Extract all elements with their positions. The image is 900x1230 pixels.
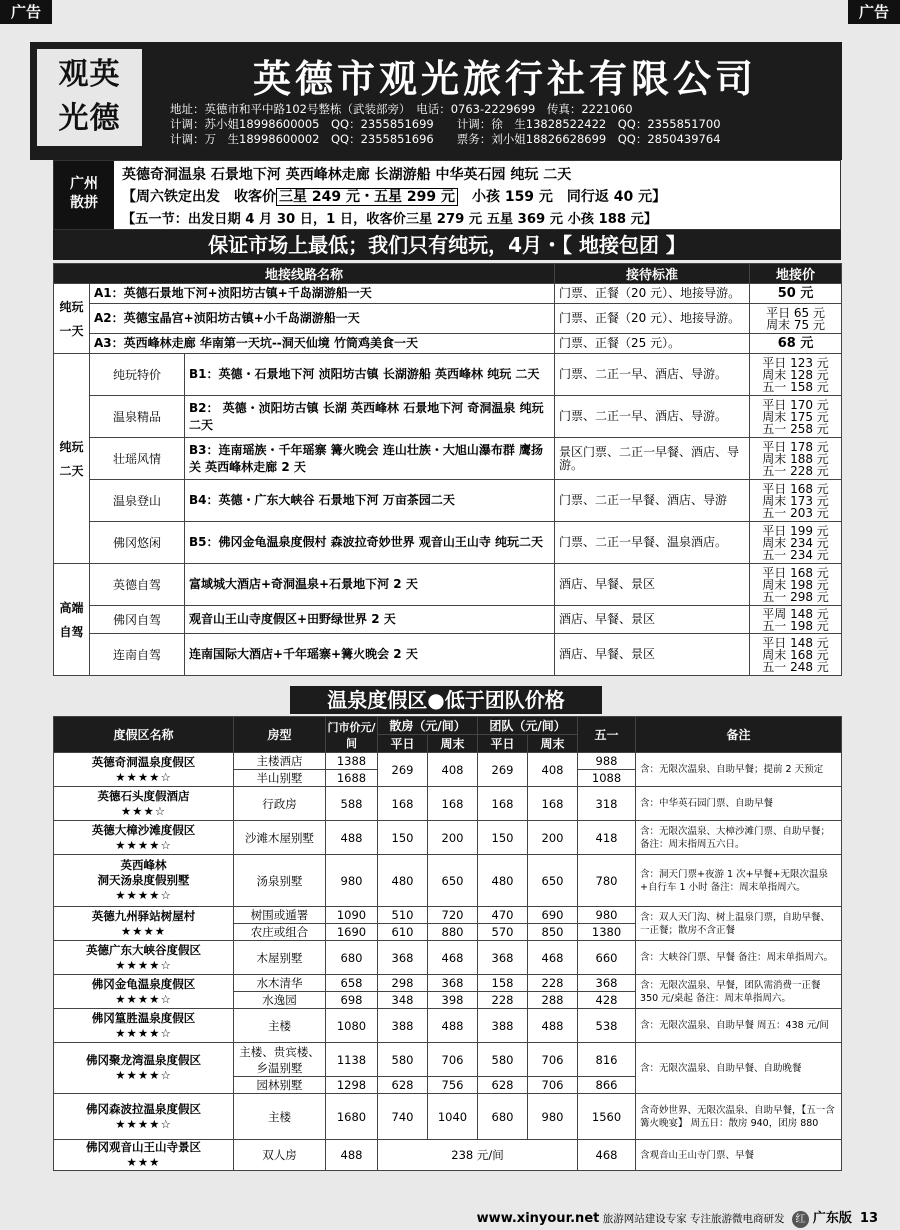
table-row: 佛冈自驾 观音山王山寺度假区+田野绿世界 2 天 酒店、早餐、景区 平周 148 元 五一 198 元 [54,606,842,634]
room-type: 主楼 [234,1094,326,1140]
resort-name: 佛冈聚龙湾温泉度假区 ★★★★☆ [54,1043,234,1094]
contact-line-2: 计调：万 生18998600002 QQ：2355851696 票务：刘小姐18826628699 QQ：2850439764 [170,132,721,146]
table-row: 佛冈篁胜温泉度假区 ★★★★☆ 主楼 1080 388 488 388 488 538 含：无限次温泉、自助早餐 周五：438 元/间 [54,1009,842,1043]
star-rating: ★★★★☆ [115,837,172,852]
resort-note: 含观音山王山寺门票、早餐 [636,1140,842,1171]
table-row: 纯玩一天 A1：英德石景地下河+浈阳坊古镇+千岛湖游船一天 门票、正餐（20 元）、地接导游。 50 元 [54,284,842,304]
company-logo: 观英 光德 [37,49,142,146]
table-row: 佛冈观音山王山寺景区 ★★★ 双人房 488 238 元/间 468 含观音山王山寺门票、早餐 [54,1140,842,1171]
resort-note: 含：无限次温泉、早餐，团队需消费一正餐 350 元/桌起 备注：周末单指周六。 [636,975,842,1009]
gz-route: 英德奇洞温泉 石景地下河 英西峰林走廊 长湖游船 中华英石园 纯玩 二天 [122,167,572,183]
star-rating: ★★★★☆ [115,1068,172,1082]
ad-label-right: 广告 [848,0,900,24]
resort-note: 含：双人天门沟、树上温泉门票，自助早餐、一正餐；散房不含正餐 [636,907,842,941]
ad-label-left: 广告 [0,0,52,24]
resort-section-title: 温泉度假区●低于团队价格 [290,686,602,714]
contact-line-1: 计调：苏小姐18998600005 QQ：2355851699 计调：徐 生13828522422 QQ：2355851700 [170,117,721,131]
table-row: 连南自驾 连南国际大酒店+千年瑶寨+篝火晚会 2 天 酒店、早餐、景区 平日 148 元 周末 168 元 五一 248 元 [54,634,842,676]
star-rating: ★★★★☆ [115,957,172,972]
room-type: 园林别墅 [234,1077,326,1094]
star-rating: ★★★★☆ [115,991,172,1006]
resort-name: 佛冈篁胜温泉度假区 ★★★★☆ [54,1009,234,1043]
table-row: 温泉登山 B4：英德・广东大峡谷 石景地下河 万亩茶园二天 门票、二正一早餐、酒店、导游 平日 168 元 周末 173 元 五一 203 元 [54,480,842,522]
resort-note: 含：无限次温泉、自助早餐；提前 2 天预定 [636,753,842,787]
room-type: 双人房 [234,1140,326,1171]
star-rating: ★★★★☆ [115,888,172,902]
resort-name: 英德石头度假酒店 ★★★☆ [54,787,234,821]
table-row: 英西峰林 洞天汤泉度假别墅 ★★★★☆ 汤泉别墅 980 480 650 480 650 780 含：洞天门票+夜游 1 次+早餐+无限次温泉+自行车 1 小时 备注：周末单指周六。 [54,855,842,907]
group-label: 纯玩二天 [54,354,90,564]
room-type: 主楼 [234,1009,326,1043]
resort-name: 英西峰林 洞天汤泉度假别墅 ★★★★☆ [54,855,234,907]
star-rating: ★★★ [126,1155,161,1169]
guangzhou-group-box [53,160,841,230]
group-label: 纯玩一天 [54,284,90,354]
table-row: 园林别墅 1298 628 756 628 706 866 [54,1077,842,1094]
table-header: 平日 周末 平日 周末 [54,735,842,753]
star-rating: ★★★★☆ [115,1025,172,1040]
resort-name: 佛冈金龟温泉度假区 ★★★★☆ [54,975,234,1009]
table-row: A2：英德宝晶宫+浈阳坊古镇+小千岛湖游船一天 门票、正餐（20 元）、地接导游。 平日 65 元 周末 75 元 [54,304,842,334]
local-tour-table [53,263,842,676]
resort-name: 英德大樟沙滩度假区 ★★★★☆ [54,821,234,855]
gz-price: 【周六铁定出发 收客价 三星 249 元・五星 299 元 小孩 159 元 同行返 40 元】 [122,189,667,205]
room-type: 主楼、贵宾楼、乡温别墅 [234,1043,326,1077]
table-row: 佛冈森波拉温泉度假区 ★★★★☆ 主楼 1680 740 1040 680 980 1560 含奇妙世界、无限次温泉、自助早餐，【五一含篝火晚宴】 周五日：散房 940，团房 880 [54,1094,842,1140]
table-header: 地接线路名称 接待标准 地接价 [54,264,842,284]
resort-name: 佛冈观音山王山寺景区 ★★★ [54,1140,234,1171]
group-label: 高端自驾 [54,564,90,676]
resort-name: 英德奇洞温泉度假区 ★★★★☆ [54,753,234,787]
room-type: 沙滩木屋别墅 [234,821,326,855]
table-row: 佛冈金龟温泉度假区 ★★★★☆ 水木清华 658 298 368 158 228 368 含：无限次温泉、早餐，团队需消费一正餐 350 元/桌起 备注：周末单指周六。 [54,975,842,992]
table-row: 水逸园 698 348 398 228 288 428 [54,992,842,1009]
divider-strip [30,152,842,160]
resort-name: 英德九州驿站树屋村 ★★★★ [54,907,234,941]
table-header: 度假区名称 房型 门市价元/间 散房（元/间） 团队（元/间） 五一 备注 [54,717,842,735]
resort-note: 含：大峡谷门票、早餐 备注：周末单指周六。 [636,941,842,975]
table-row: 半山别墅 1688 1088 [54,770,842,787]
page-number: 13 [859,1211,878,1226]
table-row: 英德石头度假酒店 ★★★☆ 行政房 588 168 168 168 168 318 含：中华英石园门票、自助早餐 [54,787,842,821]
room-type: 农庄或组合 [234,924,326,941]
star-rating: ★★★★ [120,923,167,938]
table-row: 英德大樟沙滩度假区 ★★★★☆ 沙滩木屋别墅 488 150 200 150 200 418 含：无限次温泉、大樟沙滩门票、自助早餐；备注：周末指周五六日。 [54,821,842,855]
table-row: 温泉精品 B2： 英德・浈阳坊古镇 长湖 英西峰林 石景地下河 奇洞温泉 纯玩 二天 门票、二正一早、酒店、导游。 平日 170 元 周末 175 元 五一 258 元 [54,396,842,438]
contact-address: 地址：英德市和平中路102号整栋（武装部旁） 电话：0763-2229699 传真：2221060 [170,102,633,116]
page-footer: www.xinyour.net 旅游网站建设专家 专注旅游微电商研发 红 广东版 13 [476,1211,878,1226]
room-type: 木屋别墅 [234,941,326,975]
table-row: 佛冈聚龙湾温泉度假区 ★★★★☆ 主楼、贵宾楼、乡温别墅 1138 580 706 580 706 816 含：无限次温泉、自助早餐、自助晚餐 [54,1043,842,1077]
room-type: 树围或遁署 [234,907,326,924]
room-type: 水逸园 [234,992,326,1009]
guangzhou-label: 广州 散拼 [54,161,114,229]
table-row: 纯玩二天 纯玩特价 B1：英德・石景地下河 浈阳坊古镇 长湖游船 英西峰林 纯玩 二天 门票、二正一早、酒店、导游。 平日 123 元 周末 128 元 五一 158 元 [54,354,842,396]
company-name: 英德市观光旅行社有限公司 [252,57,757,101]
resort-note: 含：中华英石园门票、自助早餐 [636,787,842,821]
table-row: 高端自驾 英德自驾 富域城大酒店+奇洞温泉+石景地下河 2 天 酒店、早餐、景区 平日 168 元 周末 198 元 五一 298 元 [54,564,842,606]
room-type: 水木清华 [234,975,326,992]
room-type: 汤泉别墅 [234,855,326,907]
resort-note: 含：无限次温泉、大樟沙滩门票、自助早餐；备注：周末指周五六日。 [636,821,842,855]
star-rating: ★★★☆ [120,803,167,818]
headline-banner: 保证市场上最低；我们只有纯玩，4月・【 地接包团 】 [53,230,841,260]
gz-mayday: 【五一节：出发日期 4 月 30 日，1 日，收客价三星 279 元 五星 369 元 小孩 188 元】 [122,212,658,227]
resort-table [53,716,842,1171]
resort-note: 含：无限次温泉、自助早餐、自助晚餐 [636,1043,842,1094]
circle-icon: 红 [792,1211,809,1228]
room-type: 行政房 [234,787,326,821]
table-row: 壮瑶风情 B3：连南瑶族・千年瑶寨 篝火晚会 连山壮族・大旭山瀑布群 鹰扬关 英西峰林走廊 2 天 景区门票、二正一早餐、酒店、导游。 平日 178 元 周末 188 元 五一 228 元 [54,438,842,480]
table-row: 佛冈悠闲 B5：佛冈金龟温泉度假村 森波拉奇妙世界 观音山王山寺 纯玩二天 门票、二正一早餐、温泉酒店。 平日 199 元 周末 234 元 五一 234 元 [54,522,842,564]
resort-name: 佛冈森波拉温泉度假区 ★★★★☆ [54,1094,234,1140]
resort-name: 英德广东大峡谷度假区 ★★★★☆ [54,941,234,975]
table-row: 英德广东大峡谷度假区 ★★★★☆ 木屋别墅 680 368 468 368 468 660 含：大峡谷门票、早餐 备注：周末单指周六。 [54,941,842,975]
room-type: 半山别墅 [234,770,326,787]
resort-note: 含奇妙世界、无限次温泉、自助早餐，【五一含篝火晚宴】 周五日：散房 940，团房 880 [636,1094,842,1140]
company-header [30,42,842,152]
table-row: 英德奇洞温泉度假区 ★★★★☆ 主楼酒店 1388 269 408 269 408 988 含：无限次温泉、自助早餐；提前 2 天预定 [54,753,842,770]
resort-note: 含：洞天门票+夜游 1 次+早餐+无限次温泉+自行车 1 小时 备注：周末单指周六。 [636,855,842,907]
room-type: 主楼酒店 [234,753,326,770]
table-row: 英德九州驿站树屋村 ★★★★ 树围或遁署 1090 510 720 470 690 980 含：双人天门沟、树上温泉门票，自助早餐、一正餐；散房不含正餐 [54,907,842,924]
star-rating: ★★★★☆ [115,1116,172,1131]
table-row: 农庄或组合 1690 610 880 570 850 1380 [54,924,842,941]
star-rating: ★★★★☆ [115,769,172,784]
resort-note: 含：无限次温泉、自助早餐 周五：438 元/间 [636,1009,842,1043]
top-bar [52,0,848,24]
table-row: A3：英西峰林走廊 华南第一天坑--洞天仙境 竹筒鸡美食一天 门票、正餐（25 元）。 68 元 [54,334,842,354]
